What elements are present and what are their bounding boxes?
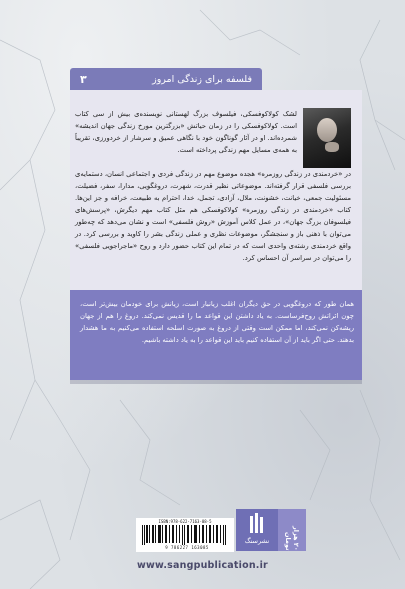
author-photo-head	[317, 118, 337, 142]
author-bio-intro: لشک کولاکوفسکی، فیلسوف بزرگ لهستانی نویسنده‌ی بیش از سی کتاب است. کولاکوفسکی را در زمان حیاتش «بزرگترین مورخ زندگی جهان اندیشه» شمرده‌اند. او در آثار گوناگون خود با نگاهی عمیق و سرشار از خردورزی، تقریباً به همه‌ی مسایل مهم زندگی پرداخته است.	[75, 110, 297, 154]
series-title: فلسفه برای زندگی امروز	[152, 73, 252, 85]
series-number: ۳	[80, 72, 87, 86]
publisher-name: نشرسنگ	[244, 537, 270, 545]
panel-shadow	[70, 380, 362, 384]
barcode-icon	[142, 525, 228, 545]
price-label: ۲۰ هزار تومان	[284, 526, 300, 551]
website-url: www.sangpublication.ir	[137, 560, 268, 571]
series-tab	[70, 68, 262, 90]
isbn-label: ISBN:978-622-7163-08-5	[158, 519, 212, 524]
book-description: در «خردمندی در زندگی روزمره» هجده موضوع مهم در زندگی فردی و اجتماعی انسان، دستمایه‌ی بررسی فلسفی قرار گرفته‌اند. موضوعاتی نظیر قدرت، شهرت، دروغگویی، مدارا، سفر، فضیلت، مسئولیت جمعی، خیانت، خشونت، ملال، آزادی، تجمل، خدا، احترام به طبیعت، خرافه و جز این‌ها. کتاب «خردمندی در زندگی روزمره» کولاکوفسکی هم مثل کتاب مهم دیگرش، «پرسش‌های فیلسوفان بزرگ جهان»، در عمل کلاس آموزش «روش فلسفی» است و نشان می‌دهد که چه‌طور می‌توان با ذهنی باز و سنجشگر، موضوعات نظری و عملی زندگی بشر را کاوید و بررسی کرد. در واقع خردمندی رشته‌ی واحدی است که در تمام این کتاب حضور دارد و روح «ماجراجویی فلسفی» را می‌توان در سراسر آن احساس کرد.	[75, 170, 351, 262]
barcode-digits: 9 786227 163085	[165, 545, 209, 550]
author-photo	[303, 108, 351, 168]
quote-text: همان طور که دروغگویی در حق دیگران اغلب زیانبار است، زیانش برای خودمان بیش‌تر است، چون اثراتش روح‌فرساست. به یاد داشتن این قواعد ما را قدیس نمی‌کند. دروغ را هم از جهان ریشه‌کن نمی‌کند، اما ممکن است وقتی از دروغ به صورت اسلحه استفاده می‌کنیم به ما هشدار بدهند. حتی اگر باید از آن استفاده کنیم باید این قواعد را به یاد داشته باشیم.	[80, 300, 354, 344]
book-spines-logo-icon	[250, 513, 264, 533]
author-photo-hand	[325, 142, 339, 152]
